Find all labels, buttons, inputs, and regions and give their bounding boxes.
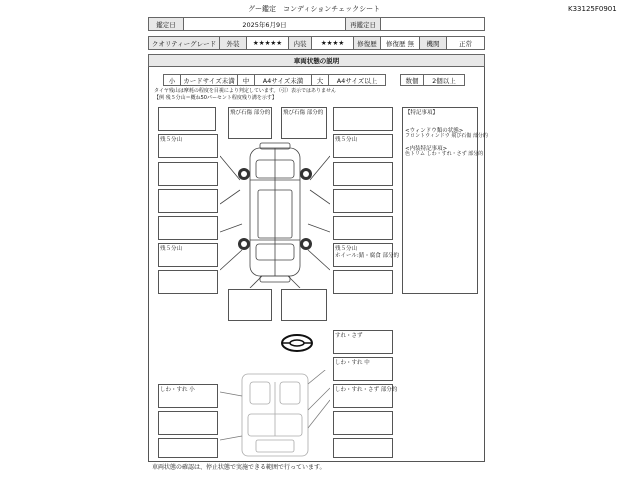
car-exterior-diagram — [220, 140, 330, 288]
function-value: 正常 — [446, 36, 485, 50]
interior-box-left-3 — [158, 438, 218, 458]
panel-left-5 — [158, 216, 218, 240]
tire-example-note: 【例 残５分山＝概ね50パーセント程度残り溝を示す】 — [154, 95, 277, 101]
interior-box-left-2 — [158, 411, 218, 435]
reappraisal-label: 再鑑定日 — [345, 17, 381, 31]
repair-value: 修復歴 無 — [380, 36, 420, 50]
wheel-label: ホイール:錆・腐食 部分的 — [335, 253, 399, 259]
date-value: 2025年6月9日 — [183, 17, 346, 31]
panel-right-4 — [333, 189, 393, 213]
legend-count: 数個 — [400, 74, 424, 86]
interior-box-right-2 — [333, 411, 393, 435]
chip-front-left-label: 飛び石傷 部分的 — [230, 110, 271, 116]
interior-notes-title: <内装特記事項> — [405, 146, 448, 152]
rear-left-condition-label: しわ・すれ 小 — [160, 387, 195, 393]
interior-label: 内装 — [288, 36, 312, 50]
legend-medium-desc: A4サイズ未満 — [254, 74, 312, 86]
interior-value: ★★★★ — [311, 36, 354, 50]
footer-note: 車両状態の確認は、停止状態で実施できる範囲で行っています。 — [152, 464, 326, 471]
reappraisal-value — [380, 17, 485, 31]
tire-rl-label: 残５分山 — [160, 246, 183, 252]
panel-right-7 — [333, 270, 393, 294]
section-title: 車両状態の説明 — [148, 54, 485, 67]
tire-rr-label: 残５分山 — [335, 246, 358, 252]
function-label: 機関 — [419, 36, 447, 50]
steering-condition-label: すれ・さず — [335, 333, 363, 339]
panel-left-3 — [158, 162, 218, 186]
sheet-code: K33125F0901 — [568, 5, 617, 13]
panel-left-1 — [158, 107, 216, 131]
interior-box-right-3 — [333, 438, 393, 458]
exterior-label: 外装 — [219, 36, 247, 50]
quality-grade-label: クオリティーグレード — [148, 36, 220, 50]
rear-right-condition-label: しわ・すれ・さず 部分的 — [335, 387, 398, 393]
legend-small: 小 — [163, 74, 181, 86]
panel-left-7 — [158, 270, 218, 294]
tire-fr-label: 残５分山 — [335, 137, 358, 143]
legend-small-desc: カードサイズ未満 — [180, 74, 238, 86]
panel-right-1 — [333, 107, 393, 131]
legend-large: 大 — [311, 74, 329, 86]
legend-medium: 中 — [237, 74, 255, 86]
tire-note: タイヤ残山は摩耗の程度を目視により判定しています。（引）表示ではありません — [154, 88, 337, 94]
special-notes-title: 【特記事項】 — [405, 110, 439, 116]
repair-label: 修復歴 — [353, 36, 381, 50]
tire-fl-label: 残５分山 — [160, 137, 183, 143]
interior-notes-body: 色トリム しわ・すれ・さず 部分的 — [405, 151, 484, 157]
car-interior-diagram — [220, 370, 330, 460]
sheet-title: グー鑑定 コンディションチェックシート — [248, 5, 381, 13]
panel-bottom-right — [281, 289, 327, 321]
date-label: 鑑定日 — [148, 17, 184, 31]
panel-right-5 — [333, 216, 393, 240]
window-condition-title: <ウィンドウ類の状態> — [405, 128, 464, 134]
window-condition-body: フロントウィンドウ 飛び石傷 部分的 — [405, 133, 488, 139]
panel-right-3 — [333, 162, 393, 186]
legend-large-desc: A4サイズ以上 — [328, 74, 386, 86]
chip-front-right-label: 飛び石傷 部分的 — [283, 110, 324, 116]
seat-condition-label: しわ・すれ 中 — [335, 360, 370, 366]
panel-left-4 — [158, 189, 218, 213]
exterior-value: ★★★★★ — [246, 36, 289, 50]
legend-count-desc: 2個以上 — [423, 74, 465, 86]
steering-wheel-icon — [280, 333, 314, 353]
panel-bottom-left — [228, 289, 272, 321]
